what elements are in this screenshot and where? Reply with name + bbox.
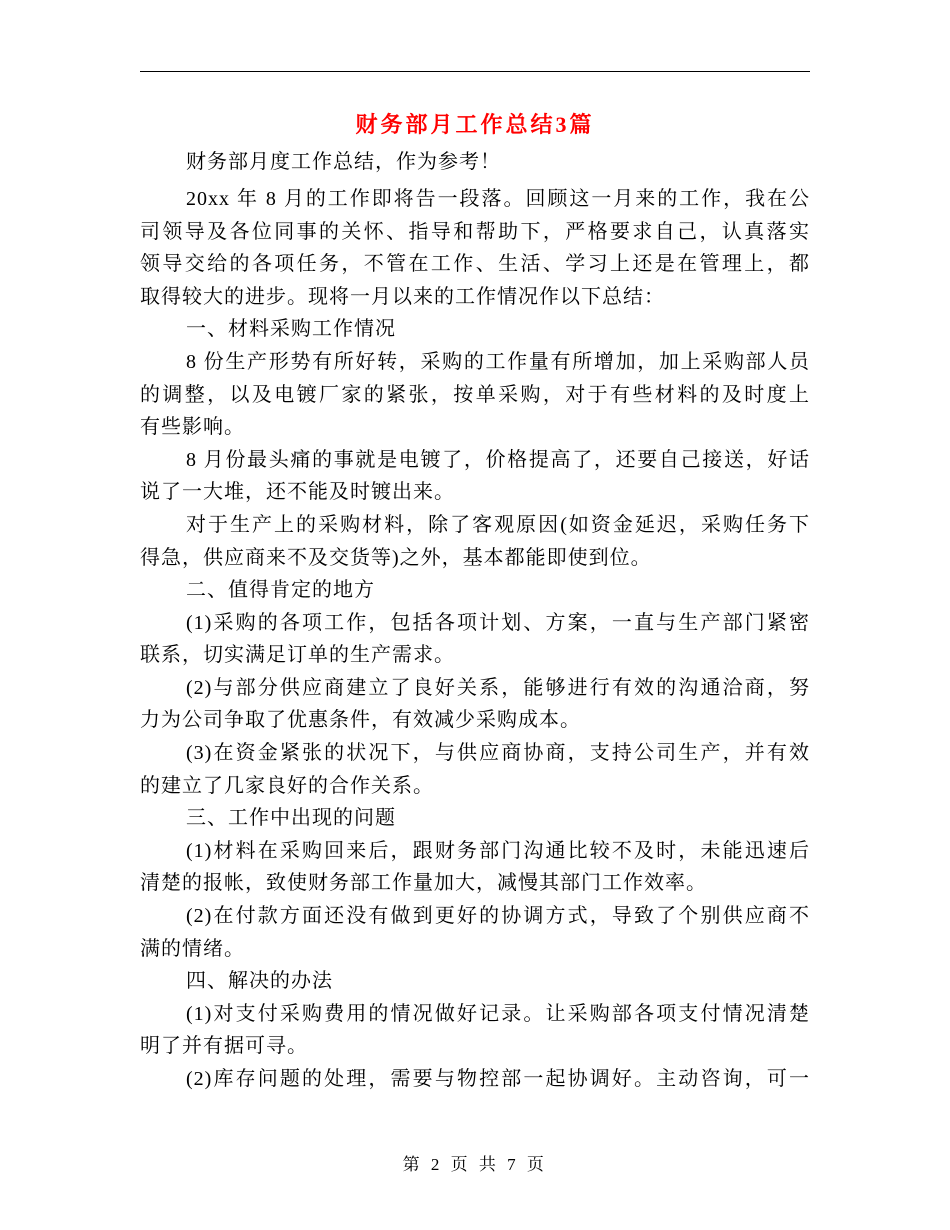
section-heading-text: 四、解决的办法: [186, 970, 333, 993]
paragraph-line: (1)材料在采购回来后，跟财务部门沟通比较不及时，未能迅速后: [186, 839, 810, 862]
list-paragraph: [140, 607, 810, 672]
section-heading-text: 二、值得肯定的地方: [186, 579, 375, 602]
paragraph: [140, 509, 810, 574]
paragraph-line: 明了并有据可寻。: [140, 1035, 308, 1058]
section-heading-text: 三、工作中出现的问题: [186, 807, 396, 830]
document-title: 财务部月工作总结3篇: [355, 112, 595, 137]
intro-paragraph: [140, 146, 810, 179]
paragraph-line: 司领导及各位同事的关怀、指导和帮助下，严格要求自己，认真落实: [140, 220, 810, 243]
paragraph-line: (2)库存问题的处理，需要与物控部一起协调好。主动咨询，可一: [186, 1068, 810, 1091]
paragraph-line: 说了一大堆，还不能及时镀出来。: [140, 481, 455, 504]
section-heading: [140, 574, 810, 607]
section-heading: [140, 313, 810, 346]
paragraph: [140, 183, 810, 313]
paragraph-line: 力为公司争取了优惠条件，有效减少采购成本。: [140, 709, 581, 732]
list-paragraph: [140, 1063, 810, 1096]
paragraph-line: (1)采购的各项工作，包括各项计划、方案，一直与生产部门紧密: [186, 611, 810, 634]
section-heading-text: 一、材料采购工作情况: [186, 318, 396, 341]
paragraph-line: 财务部月度工作总结，作为参考！: [186, 151, 501, 173]
list-paragraph: [140, 737, 810, 802]
paragraph-line: 取得较大的进步。现将一月以来的工作情况作以下总结：: [140, 285, 665, 308]
paragraph-line: (2)在付款方面还没有做到更好的协调方式，导致了个别供应商不: [186, 905, 810, 928]
paragraph-line: 的调整，以及电镀厂家的紧张，按单采购，对于有些材料的及时度上: [140, 383, 810, 406]
paragraph-line: (1)对支付采购费用的情况做好记录。让采购部各项支付情况清楚: [186, 1002, 810, 1025]
paragraph-line: 清楚的报帐，致使财务部工作量加大，减慢其部门工作效率。: [140, 872, 707, 895]
paragraph-line: 20xx 年 8 月的工作即将告一段落。回顾这一月来的工作，我在公: [186, 187, 810, 210]
paragraph-line: 满的情绪。: [140, 937, 245, 960]
document-body: [140, 146, 810, 1096]
paragraph-line: 有些影响。: [140, 416, 245, 439]
list-paragraph: [140, 835, 810, 900]
list-paragraph: [140, 998, 810, 1063]
list-paragraph: [140, 900, 810, 965]
header-rule: [140, 71, 810, 72]
section-heading: [140, 965, 810, 998]
paragraph-line: 的建立了几家良好的合作关系。: [140, 774, 434, 797]
paragraph-line: 领导交给的各项任务，不管在工作、生活、学习上还是在管理上，都: [140, 253, 810, 276]
list-paragraph: [140, 672, 810, 737]
paragraph-line: 联系，切实满足订单的生产需求。: [140, 644, 455, 667]
paragraph-line: 得急，供应商来不及交货等)之外，基本都能即使到位。: [140, 546, 652, 569]
paragraph-line: (2)与部分供应商建立了良好关系，能够进行有效的沟通洽商，努: [186, 676, 810, 699]
paragraph-line: 8 份生产形势有所好转，采购的工作量有所增加，加上采购部人员: [186, 350, 810, 373]
paragraph-line: 对于生产上的采购材料，除了客观原因(如资金延迟，采购任务下: [186, 513, 810, 536]
paragraph-line: 8 月份最头痛的事就是电镀了，价格提高了，还要自己接送，好话: [186, 448, 810, 471]
paragraph-line: (3)在资金紧张的状况下，与供应商协商，支持公司生产，并有效: [186, 742, 810, 765]
page-footer: 第 2 页 共 7 页: [402, 1155, 548, 1174]
paragraph: [140, 346, 810, 444]
paragraph: [140, 444, 810, 509]
section-heading: [140, 802, 810, 835]
